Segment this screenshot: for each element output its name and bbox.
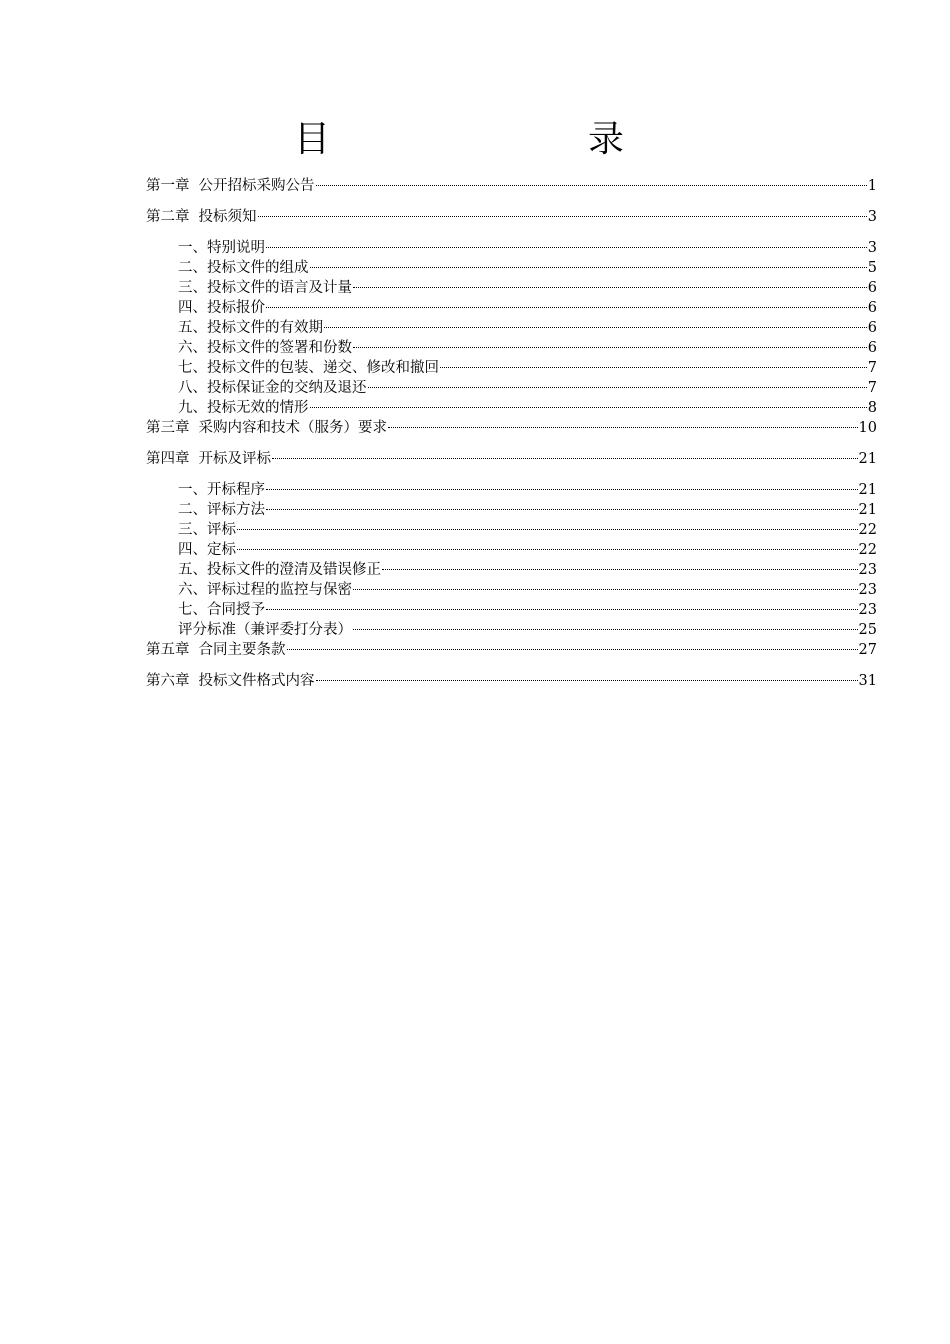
toc-entry-label [178,480,265,500]
toc-entry-label [178,338,352,358]
toc-entry-label [178,238,265,258]
toc-page-number: 10 [858,420,877,436]
toc-entry-text: 五、投标文件的澄清及错误修正 [178,562,381,578]
toc-page-number: 21 [858,482,877,498]
toc-entry-text: 投标须知 [198,209,257,225]
toc-entry-section[interactable] [146,298,877,318]
chapter-number: 第二章 [146,209,190,225]
toc-entry-label [178,520,236,540]
chapter-number: 第一章 [146,178,190,194]
toc-page-number: 6 [867,340,877,356]
toc-entry-label [178,318,323,338]
toc-entry-label [178,560,381,580]
table-of-contents [146,176,877,691]
toc-entry-section[interactable] [146,398,877,418]
toc-entry-label [178,298,265,318]
dot-leader [266,247,867,248]
toc-entry-label [146,207,257,227]
toc-entry-chapter[interactable] [146,671,877,691]
dot-leader [353,287,867,288]
toc-entry-section[interactable] [146,278,877,298]
toc-entry-label [146,671,315,691]
toc-page-number: 21 [858,451,877,467]
toc-entry-section[interactable] [146,378,877,398]
toc-entry-text: 公开招标采购公告 [198,178,315,194]
chapter-number: 第四章 [146,451,190,467]
toc-entry-label [146,418,387,438]
dot-leader [266,609,858,610]
dot-leader [310,407,867,408]
dot-leader [440,367,867,368]
chapter-number: 第五章 [146,642,190,658]
page-title: 目 录 [293,119,686,160]
toc-entry-text: 开标及评标 [198,451,271,467]
toc-entry-text: 采购内容和技术（服务）要求 [198,420,387,436]
toc-entry-chapter[interactable] [146,640,877,660]
toc-page-number: 3 [867,240,877,256]
toc-entry-text: 三、评标 [178,522,236,538]
toc-entry-chapter[interactable] [146,207,877,227]
toc-entry-text: 投标文件格式内容 [198,673,315,689]
toc-entry-label [146,449,271,469]
toc-page-number: 7 [867,360,877,376]
dot-leader [353,589,858,590]
toc-page-number: 6 [867,280,877,296]
toc-entry-section[interactable] [146,600,877,620]
dot-leader [310,267,867,268]
dot-leader [324,327,867,328]
toc-entry-section[interactable] [146,480,877,500]
toc-page-number: 6 [867,320,877,336]
dot-leader [237,549,858,550]
toc-entry-label [178,600,265,620]
toc-entry-chapter[interactable] [146,418,877,438]
dot-leader [353,347,867,348]
chapter-number: 第三章 [146,420,190,436]
toc-entry-text: 四、定标 [178,542,236,558]
toc-entry-section[interactable] [146,580,877,600]
toc-page-number: 1 [867,178,877,194]
toc-entry-text: 一、特别说明 [178,240,265,256]
toc-page-number: 25 [858,622,877,638]
toc-entry-section[interactable] [146,318,877,338]
toc-entry-text: 七、投标文件的包装、递交、修改和撤回 [178,360,439,376]
toc-entry-label [178,580,352,600]
dot-leader [316,185,867,186]
toc-entry-label [146,176,315,196]
toc-entry-label [178,358,439,378]
toc-page-number: 22 [858,522,877,538]
toc-entry-section[interactable] [146,258,877,278]
toc-page-number: 6 [867,300,877,316]
toc-entry-section[interactable] [146,338,877,358]
dot-leader [237,529,858,530]
toc-entry-text: 合同主要条款 [198,642,286,658]
toc-entry-section[interactable] [146,500,877,520]
toc-page-number: 21 [858,502,877,518]
dot-leader [258,216,867,217]
toc-page-number: 23 [858,562,877,578]
dot-leader [287,649,858,650]
toc-entry-label [178,278,352,298]
toc-entry-text: 三、投标文件的语言及计量 [178,280,352,296]
toc-entry-section[interactable] [146,238,877,258]
toc-entry-label [146,640,286,660]
toc-entry-section[interactable] [146,358,877,378]
toc-entry-label [178,540,236,560]
toc-entry-section[interactable] [146,620,877,640]
toc-entry-chapter[interactable] [146,449,877,469]
toc-entry-text: 七、合同授予 [178,602,265,618]
toc-entry-label [178,620,352,640]
toc-page-number: 8 [867,400,877,416]
toc-entry-text: 一、开标程序 [178,482,265,498]
dot-leader [382,569,858,570]
toc-page-number: 23 [858,582,877,598]
toc-entry-text: 二、投标文件的组成 [178,260,309,276]
toc-entry-section[interactable] [146,540,877,560]
toc-entry-text: 评分标准（兼评委打分表） [178,622,352,638]
toc-entry-text: 六、评标过程的监控与保密 [178,582,352,598]
chapter-number: 第六章 [146,673,190,689]
toc-entry-chapter[interactable] [146,176,877,196]
toc-entry-text: 八、投标保证金的交纳及退还 [178,380,367,396]
toc-entry-text: 六、投标文件的签署和份数 [178,340,352,356]
dot-leader [272,458,858,459]
toc-page-number: 27 [858,642,877,658]
dot-leader [368,387,867,388]
toc-page-number: 23 [858,602,877,618]
dot-leader [266,489,858,490]
toc-entry-text: 四、投标报价 [178,300,265,316]
toc-page-number: 3 [867,209,877,225]
toc-entry-label [178,378,367,398]
dot-leader [316,680,858,681]
toc-page-number: 31 [858,673,877,689]
toc-page-number: 7 [867,380,877,396]
toc-page-number: 22 [858,542,877,558]
dot-leader [388,427,858,428]
toc-entry-label [178,398,309,418]
toc-entry-section[interactable] [146,560,877,580]
toc-entry-label [178,258,309,278]
dot-leader [266,307,867,308]
dot-leader [353,629,858,630]
toc-entry-text: 五、投标文件的有效期 [178,320,323,336]
toc-entry-text: 九、投标无效的情形 [178,400,309,416]
dot-leader [266,509,858,510]
toc-entry-label [178,500,265,520]
toc-entry-text: 二、评标方法 [178,502,265,518]
toc-page-number: 5 [867,260,877,276]
toc-entry-section[interactable] [146,520,877,540]
